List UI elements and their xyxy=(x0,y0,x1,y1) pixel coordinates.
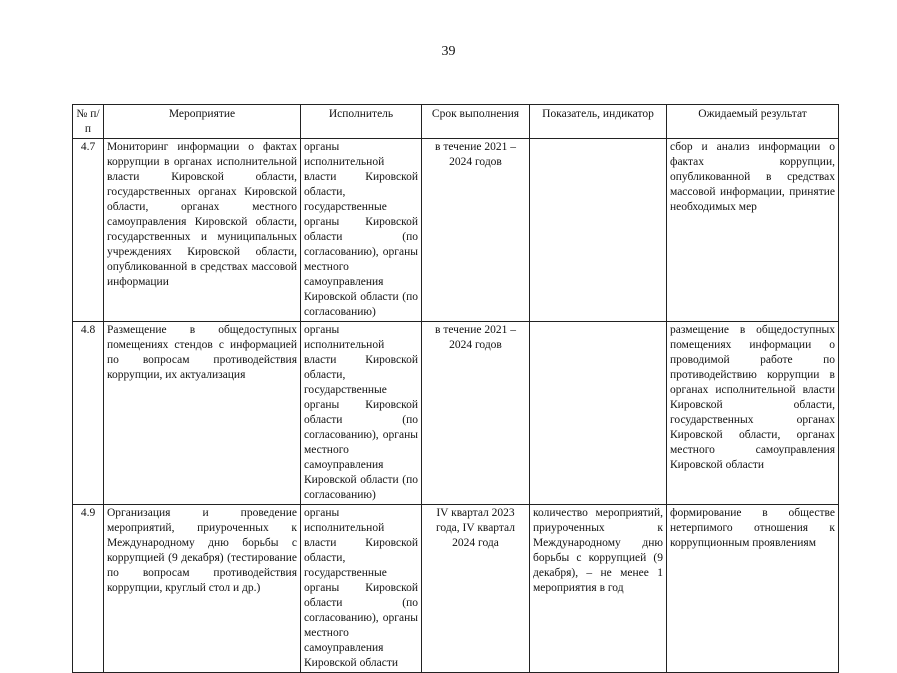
row-result: сбор и анализ информации о фактах коррупции, опубликованной в средствах массовой информации, принятие необходимых мер xyxy=(667,139,839,322)
row-activity: Размещение в общедоступных помещениях стендов с информацией по вопросам противодействия коррупции, их актуализация xyxy=(104,322,301,505)
row-activity: Мониторинг информации о фактах коррупции в органах исполнительной власти Кировской области, государственных органах Кировской области, органах местного самоуправления Кировской области, государственных и муниципальных учреждениях Кировской области, опубликованной в средствах массовой информации xyxy=(104,139,301,322)
row-number: 4.9 xyxy=(73,505,104,673)
header-activity: Мероприятие xyxy=(104,105,301,139)
row-executor: органы исполнительной власти Кировской области, государственные органы Кировской области (по согласованию), органы местного самоуправления Кировской области xyxy=(301,505,422,673)
table-row xyxy=(73,322,839,505)
row-result: размещение в общедоступных помещениях информации о проводимой работе по противодействию коррупции в органах исполнительной власти Кировской области, государственных органах Кировской области, органах местного самоуправления Кировской области xyxy=(667,322,839,505)
header-result: Ожидаемый результат xyxy=(667,105,839,139)
row-executor: органы исполнительной власти Кировской области, государственные органы Кировской области (по согласованию), органы местного самоуправления Кировской области (по согласованию) xyxy=(301,322,422,505)
header-executor: Исполнитель xyxy=(301,105,422,139)
action-plan-table xyxy=(72,104,839,673)
header-indicator: Показатель, индикатор xyxy=(530,105,667,139)
row-indicator xyxy=(530,322,667,505)
row-indicator: количество мероприятий, приуроченных к Международному дню борьбы с коррупцией (9 декабря), – не менее 1 мероприятия в год xyxy=(530,505,667,673)
row-deadline: в течение 2021 – 2024 годов xyxy=(422,139,530,322)
row-activity: Организация и проведение мероприятий, приуроченных к Международному дню борьбы с коррупцией (9 декабря) (тестирование по вопросам противодействия коррупции, круглый стол и др.) xyxy=(104,505,301,673)
table-row xyxy=(73,505,839,673)
row-deadline: в течение 2021 – 2024 годов xyxy=(422,322,530,505)
table-row xyxy=(73,139,839,322)
page-number: 39 xyxy=(441,44,456,59)
row-result: формирование в обществе нетерпимого отношения к коррупционным проявлениям xyxy=(667,505,839,673)
row-number: 4.7 xyxy=(73,139,104,322)
header-deadline: Срок выполнения xyxy=(422,105,530,139)
table-header-row xyxy=(73,105,839,139)
header-number: № п/п xyxy=(73,105,104,139)
row-executor: органы исполнительной власти Кировской области, государственные органы Кировской области (по согласованию), органы местного самоуправления Кировской области (по согласованию) xyxy=(301,139,422,322)
row-indicator xyxy=(530,139,667,322)
row-deadline: IV квартал 2023 года, IV квартал 2024 года xyxy=(422,505,530,673)
row-number: 4.8 xyxy=(73,322,104,505)
